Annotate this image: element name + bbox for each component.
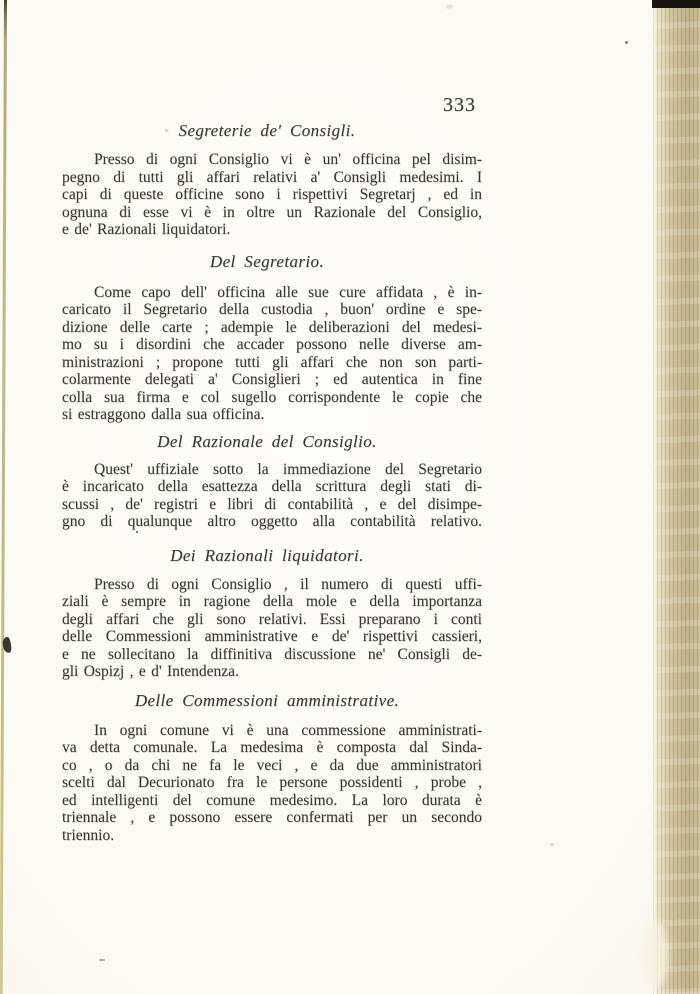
section [62, 691, 482, 845]
paragraph [62, 722, 482, 845]
text-line: Come capo dell' officina alle sue cure affidata , è in- [94, 283, 482, 301]
text-line: triennale , e possono essere confermati per un secondo [62, 809, 482, 826]
section-heading: Del Razionale del Consiglio. [157, 431, 377, 451]
book-edge-highlight [642, 920, 668, 990]
page-number: 333 [443, 94, 476, 116]
text-line: capi di queste officine sono i rispettivi Segretarj , ed in [62, 186, 482, 203]
scan-speck [550, 843, 554, 846]
section [62, 432, 482, 531]
text-line: si estraggono dalla sua officina. [62, 406, 265, 423]
text-line: gli Ospizj , e d' Intendenza. [62, 663, 239, 680]
text-line: Presso di ogni Consiglio , il numero di questi uffi- [94, 575, 482, 593]
scan-speck [136, 531, 138, 533]
paragraph [62, 151, 482, 239]
text-line: è incaricato della esattezza della scrittura degli stati di- [62, 478, 482, 495]
text-line: colarmente delegati a' Consiglieri ; ed autentica in fine [62, 371, 482, 388]
text-line: delle Commessioni amministrative e de' rispettivi cassieri, [62, 628, 482, 645]
scan-speck [625, 41, 628, 44]
text-line: caricato il Segretario della custodia , buon' ordine e spe- [62, 301, 482, 318]
section [62, 546, 482, 681]
text-line: pegno di tutti gli affari relativi a' Consigli medesimi. I [62, 168, 482, 186]
sections-container [62, 121, 482, 844]
scan-speck [446, 5, 453, 8]
section [62, 121, 482, 239]
text-line: va detta comunale. La medesima è composta dal Sinda- [62, 739, 482, 756]
section-heading: Segreterie de' Consigli. [178, 121, 356, 140]
text-line: co , o da chi ne fa le veci , e da due amministratori [62, 756, 482, 774]
paragraph [62, 461, 482, 531]
section-heading: Dei Razionali liquidatori. [170, 545, 364, 565]
text-line: dizione delle carte ; adempie le deliberazioni del medesi- [62, 318, 482, 336]
scan-speck [165, 129, 168, 132]
text-line: In ogni comune vi è una commessione amministrati- [94, 721, 482, 739]
scan-speck [99, 959, 105, 961]
text-line: ed intelligenti del comune medesimo. La loro durata è [62, 791, 482, 809]
paragraph [62, 284, 482, 424]
text-line: colla sua firma e col sugello corrispondente le copie che [62, 388, 482, 406]
book-edge-strip [653, 0, 700, 994]
section-heading: Del Segretario. [209, 251, 325, 271]
text-line: mo su i disordini che accader possono nelle diverse am- [62, 336, 482, 353]
text-line: scelti dal Decurionato fra le persone possidenti , probe , [62, 774, 482, 791]
text-line: e ne sollecitano la diffinitiva discussione ne' Consigli de- [62, 645, 482, 663]
text-line: ognuna di esse vi è in oltre un Razionale del Consiglio, [62, 203, 482, 221]
text-line: e de' Razionali liquidatori. [62, 221, 231, 238]
paragraph [62, 576, 482, 681]
section-heading: Delle Commessioni amministrative. [134, 690, 400, 710]
text-line: triennio. [62, 826, 115, 844]
text-line: Quest' uffiziale sotto la immediazione del Segretario [94, 460, 482, 478]
text-line: degli affari che gli sono relativi. Essi preparano i conti [62, 610, 482, 628]
text-line: gno di qualunque altro oggetto alla contabilità relativo. [62, 513, 482, 530]
section [62, 252, 482, 424]
scan-corner-shadow [652, 0, 700, 8]
page-fold-line [0, 0, 7, 994]
page-content [62, 96, 482, 844]
text-line: ministrazioni ; propone tutti gli affari che non son parti- [62, 353, 482, 371]
text-line: scussi , de' registri e libri di contabilità , e del disimpe- [62, 495, 482, 513]
text-line: Presso di ogni Consiglio vi è un' officina pel disim- [94, 151, 482, 168]
text-line: ziali è sempre in ragione della mole e della importanza [62, 593, 482, 610]
